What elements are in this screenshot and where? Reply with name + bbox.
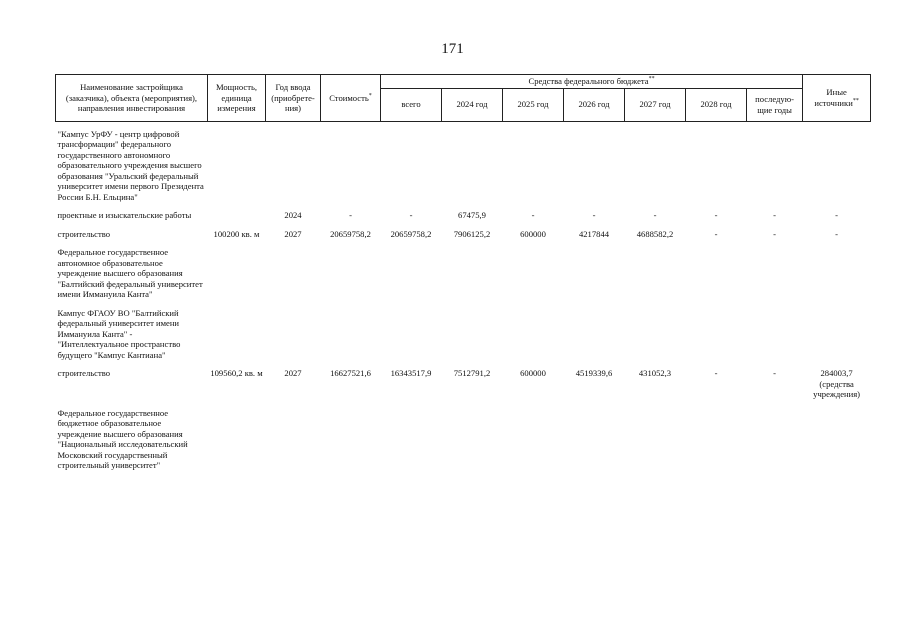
cell-total	[381, 246, 442, 301]
cell-name: Кампус ФГАОУ ВО "Балтийский федеральный университет имени Иммануила Канта" - "Интеллектуальное пространство будущего "Кампус Кантиана"	[57, 307, 181, 360]
table-row	[56, 246, 871, 301]
header-federal-label: Средства федерального бюджета	[528, 76, 649, 86]
cell-capacity: 100200 кв. м	[213, 228, 260, 239]
cell-capacity	[208, 307, 266, 362]
cell-2025: 600000	[520, 228, 546, 239]
cell-name: "Кампус УрФУ - центр цифровой трансформации" федерального государственного автономного образовательного учреждения высшего образования "Уральский федеральный университет имени первого Президента России Б.Н. Ельцина"	[57, 128, 204, 202]
header-federal-mark: **	[648, 76, 655, 83]
cell-2024: 7906125,2	[453, 228, 491, 239]
cell-year: 2024	[284, 210, 302, 220]
cell-later	[747, 246, 803, 301]
cell-2026	[564, 246, 625, 301]
cell-cost	[321, 246, 381, 301]
cell-2026: -	[592, 210, 596, 220]
cell-2026: 4217844	[578, 228, 610, 239]
header-federal-budget	[381, 75, 803, 89]
cell-2025	[503, 407, 564, 472]
header-later: последую-щие годы	[747, 88, 803, 121]
cell-cost: 20659758,2	[330, 228, 371, 239]
cell-2026	[564, 407, 625, 472]
page-number: 171	[441, 41, 464, 57]
table-header	[56, 75, 871, 122]
cell-2027	[625, 128, 686, 204]
cell-2025	[503, 128, 564, 204]
cell-2028	[686, 246, 747, 301]
cell-2028: -	[714, 210, 718, 220]
cell-2024: 7512791,2	[453, 368, 491, 378]
cell-name: строительство	[57, 228, 111, 239]
header-cost-label: Стоимость	[329, 92, 369, 103]
table-row	[56, 228, 871, 241]
header-2028: 2028 год	[686, 88, 747, 121]
cell-name: Федеральное государственное автономное образовательное учреждение высшего образования "Балтийский федеральный университет имени Иммануила Канта"	[57, 247, 203, 299]
cell-other	[803, 307, 871, 362]
cell-name: проектные и изыскательские работы	[57, 210, 192, 220]
table-row	[56, 209, 871, 222]
cell-year: 2027	[284, 368, 302, 378]
header-other-label: Иные источники	[814, 87, 853, 108]
federal-budget-table	[55, 74, 871, 472]
cell-2027: -	[653, 210, 657, 220]
cell-2028	[686, 128, 747, 204]
cell-capacity	[208, 246, 266, 301]
cell-2026	[564, 307, 625, 362]
cell-later	[747, 307, 803, 362]
cell-other	[803, 246, 871, 301]
cell-total	[381, 307, 442, 362]
header-capacity: Мощность, единица измерения	[208, 75, 266, 122]
cell-2025: 600000	[520, 368, 546, 378]
cell-2025: -	[531, 210, 535, 220]
cell-2028	[686, 407, 747, 472]
header-cost	[321, 75, 381, 122]
cell-2024	[442, 246, 503, 301]
cell-other: 284003,7 (средства учреждения)	[813, 368, 861, 399]
cell-2024	[442, 128, 503, 204]
header-2024: 2024 год	[442, 88, 503, 121]
header-other-sources	[803, 75, 871, 122]
cell-2027	[625, 307, 686, 362]
cell-total: -	[409, 210, 413, 220]
cell-total: 20659758,2	[390, 228, 432, 239]
cell-2026: 4519339,6	[575, 368, 613, 378]
header-total: всего	[381, 88, 442, 121]
cell-capacity	[208, 209, 266, 222]
cell-year	[266, 128, 321, 204]
cell-later	[747, 407, 803, 472]
cell-2027	[625, 407, 686, 472]
cell-other	[803, 407, 871, 472]
cell-2024: 67475,9	[458, 210, 486, 220]
cell-capacity: 109560,2 кв. м	[210, 368, 263, 378]
header-2025: 2025 год	[503, 88, 564, 121]
header-year: Год ввода (приобрете-ния)	[266, 75, 321, 122]
cell-total: 16343517,9	[390, 368, 432, 378]
header-2026: 2026 год	[564, 88, 625, 121]
cell-capacity	[208, 407, 266, 472]
cell-2028: -	[714, 368, 718, 378]
cell-other: -	[835, 210, 839, 220]
table-row	[56, 407, 871, 472]
cell-2026	[564, 128, 625, 204]
header-other-mark: **	[852, 97, 859, 104]
cell-cost	[321, 307, 381, 362]
cell-2027	[625, 246, 686, 301]
table-row	[56, 307, 871, 362]
cell-cost	[321, 128, 381, 204]
cell-cost: -	[349, 210, 352, 220]
cell-year: 2027	[284, 228, 302, 239]
cell-2028: -	[714, 228, 718, 239]
header-name: Наименование застройщика (заказчика), объекта (мероприятия), направления инвестирования	[56, 75, 208, 122]
cell-later: -	[773, 228, 776, 239]
cell-year	[266, 246, 321, 301]
table-row	[56, 367, 871, 401]
cell-2024	[442, 307, 503, 362]
cell-capacity	[208, 128, 266, 204]
cell-later: -	[773, 368, 776, 378]
cell-other	[803, 128, 871, 204]
cell-later	[747, 128, 803, 204]
cell-total	[381, 128, 442, 204]
header-2027: 2027 год	[625, 88, 686, 121]
cell-other: -	[835, 228, 839, 239]
header-cost-mark: *	[368, 92, 372, 99]
cell-name: Федеральное государственное бюджетное образовательное учреждение высшего образования "Национальный исследовательский Московский государственный строительный университет"	[57, 407, 188, 470]
cell-cost: 16627521,6	[330, 368, 371, 378]
table-body	[56, 121, 871, 472]
cell-2027: 431052,3	[638, 368, 672, 378]
cell-2027: 4688582,2	[636, 228, 674, 239]
cell-year	[266, 307, 321, 362]
cell-2024	[442, 407, 503, 472]
cell-2025	[503, 246, 564, 301]
table-row	[56, 128, 871, 204]
cell-name: строительство	[57, 368, 111, 378]
cell-total	[381, 407, 442, 472]
cell-cost	[321, 407, 381, 472]
cell-later: -	[773, 210, 776, 220]
cell-year	[266, 407, 321, 472]
cell-2028	[686, 307, 747, 362]
cell-2025	[503, 307, 564, 362]
